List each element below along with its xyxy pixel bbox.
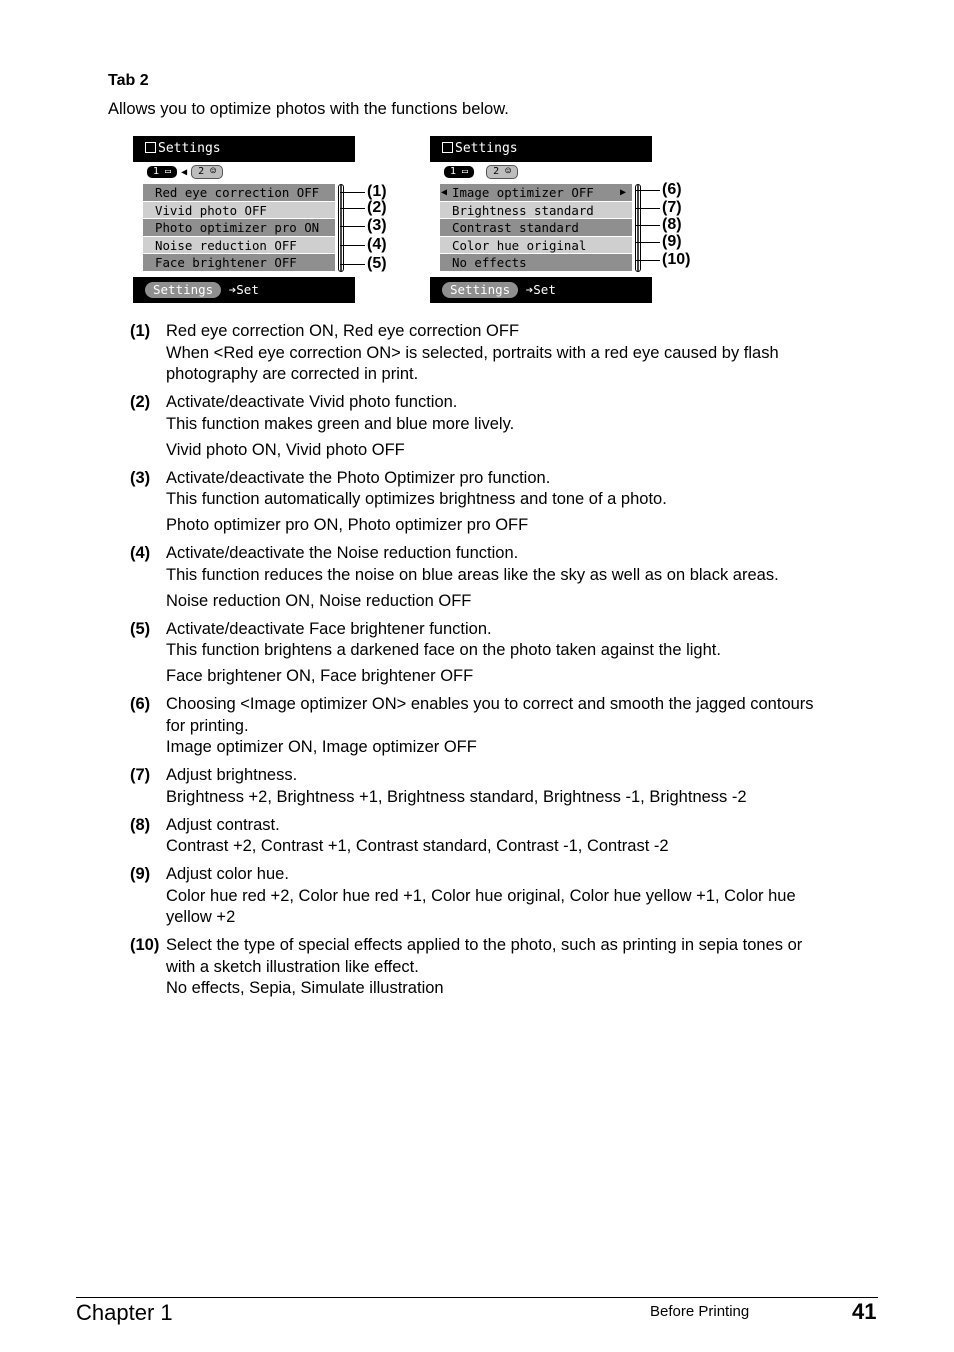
left-arrow-icon: ◀ xyxy=(441,187,448,198)
tab-1-chip: 1 ▭ xyxy=(147,166,177,178)
lcd-tab-row xyxy=(444,164,518,180)
callout: (3) xyxy=(340,217,387,235)
item-text: Adjust contrast. xyxy=(166,815,280,834)
list-item xyxy=(130,619,890,688)
item-text: photography are corrected in print. xyxy=(166,365,419,383)
lcd-title-bar xyxy=(430,136,652,162)
lcd-screen-tab2-view xyxy=(430,136,652,303)
item-text: Brightness +2, Brightness +1, Brightness standard, Brightness -1, Brightness -2 xyxy=(166,787,747,806)
lcd-menu-list xyxy=(143,184,335,272)
item-text: Activate/deactivate Vivid photo function. xyxy=(166,393,458,411)
tab-2-chip: 2 ☺ xyxy=(191,165,223,179)
tab-1-chip: 1 ▭ xyxy=(444,166,474,178)
action-label: Set xyxy=(236,282,259,297)
section-label: Before Printing xyxy=(650,1303,750,1320)
lcd-bottom-bar xyxy=(133,277,355,303)
item-text: This function reduces the noise on blue areas like the sky as well as on black areas. xyxy=(166,565,779,584)
settings-icon xyxy=(145,142,156,153)
tab-2-chip: 2 ☺ xyxy=(486,165,518,179)
list-item xyxy=(130,765,890,808)
callout: (4) xyxy=(340,236,387,254)
item-text: Image optimizer ON, Image optimizer OFF xyxy=(166,738,477,756)
item-options: Vivid photo ON, Vivid photo OFF xyxy=(166,440,405,459)
callout: (6) xyxy=(635,181,682,199)
item-text: Adjust color hue. xyxy=(166,865,289,883)
item-text: This function brightens a darkened face on the photo taken against the light. xyxy=(166,641,721,659)
lcd-menu-item: Noise reduction OFF xyxy=(143,237,335,255)
item-text: Contrast +2, Contrast +1, Contrast standard, Contrast -1, Contrast -2 xyxy=(166,837,669,855)
list-item xyxy=(130,321,890,386)
lcd-title: Settings xyxy=(158,141,221,156)
page-number: 41 xyxy=(852,1299,877,1324)
item-text: for printing. xyxy=(166,716,249,735)
left-arrow-icon: ◀ xyxy=(181,166,188,178)
item-number: (4) xyxy=(130,544,151,562)
item-options: Face brightener ON, Face brightener OFF xyxy=(166,667,474,685)
list-item xyxy=(130,694,890,759)
lcd-screen-tab1-view xyxy=(133,136,355,303)
item-text: yellow +2 xyxy=(166,908,236,926)
item-number: (6) xyxy=(130,695,151,713)
callout: (2) xyxy=(340,199,387,217)
lcd-menu-item: Color hue original xyxy=(440,237,632,255)
right-arrow-icon: ➔ xyxy=(525,282,534,297)
lcd-menu-item: Vivid photo OFF xyxy=(143,202,335,220)
list-item xyxy=(130,468,890,537)
lcd-bottom-bar xyxy=(430,277,652,303)
list-item xyxy=(130,543,890,612)
item-number: (10) xyxy=(130,936,160,954)
settings-button-label: Settings xyxy=(145,282,221,298)
item-number: (5) xyxy=(130,619,151,638)
callout: (7) xyxy=(635,199,682,217)
lcd-menu-list xyxy=(440,184,632,272)
lcd-menu-item: Face brightener OFF xyxy=(143,254,335,272)
item-options: Photo optimizer pro ON, Photo optimizer pro OFF xyxy=(166,516,529,534)
item-text: Red eye correction ON, Red eye correction OFF xyxy=(166,322,520,340)
item-number: (7) xyxy=(130,766,151,784)
right-arrow-icon: ▶ xyxy=(619,187,626,198)
item-number: (9) xyxy=(130,865,151,883)
item-text: Activate/deactivate Face brightener function. xyxy=(166,619,492,638)
item-number: (3) xyxy=(130,468,151,487)
item-text: Select the type of special effects applied to the photo, such as printing in sepia tones or xyxy=(166,936,803,954)
section-heading: Tab 2 xyxy=(108,72,149,89)
action-label: Set xyxy=(533,282,556,297)
item-text: Activate/deactivate the Photo Optimizer pro function. xyxy=(166,468,551,487)
list-item xyxy=(130,815,890,858)
list-item xyxy=(130,392,890,461)
item-options: Noise reduction ON, Noise reduction OFF xyxy=(166,591,472,610)
item-text: When <Red eye correction ON> is selected, portraits with a red eye caused by flash xyxy=(166,343,779,362)
callout: (9) xyxy=(635,233,682,251)
intro-text: Allows you to optimize photos with the functions below. xyxy=(108,100,509,118)
item-text: This function makes green and blue more lively. xyxy=(166,414,515,433)
list-item xyxy=(130,935,890,1000)
item-text: This function automatically optimizes brightness and tone of a photo. xyxy=(166,490,667,508)
item-number: (8) xyxy=(130,815,151,834)
item-text: Color hue red +2, Color hue red +1, Color hue original, Color hue yellow +1, Color hue xyxy=(166,886,796,905)
lcd-menu-item: ◀ Image optimizer OFF ▶ xyxy=(440,184,632,202)
lcd-menu-item: Photo optimizer pro ON xyxy=(143,219,335,237)
item-number: (1) xyxy=(130,322,151,340)
chapter-label: Chapter 1 xyxy=(76,1300,173,1325)
right-arrow-icon: ➔ xyxy=(228,282,237,297)
lcd-menu-item: Red eye correction OFF xyxy=(143,184,335,202)
callout: (8) xyxy=(635,216,682,234)
lcd-menu-item: No effects xyxy=(440,254,632,272)
callout: (10) xyxy=(635,251,690,269)
description-list xyxy=(130,321,890,1006)
item-text: Choosing <Image optimizer ON> enables you to correct and smooth the jagged contours xyxy=(166,695,814,713)
item-number: (2) xyxy=(130,393,151,411)
lcd-title: Settings xyxy=(455,141,518,156)
list-item xyxy=(130,864,890,929)
footer-divider xyxy=(76,1297,878,1298)
lcd-menu-item: Contrast standard xyxy=(440,219,632,237)
item-text: Activate/deactivate the Noise reduction function. xyxy=(166,544,519,562)
lcd-tab-row xyxy=(147,164,223,180)
lcd-menu-item: Brightness standard xyxy=(440,202,632,220)
callout: (1) xyxy=(340,183,387,201)
item-text: with a sketch illustration like effect. xyxy=(166,957,419,976)
callout: (5) xyxy=(340,255,387,273)
item-text: Adjust brightness. xyxy=(166,766,298,784)
settings-icon xyxy=(442,142,453,153)
lcd-title-bar xyxy=(133,136,355,162)
settings-button-label: Settings xyxy=(442,282,518,298)
item-text: No effects, Sepia, Simulate illustration xyxy=(166,979,444,997)
